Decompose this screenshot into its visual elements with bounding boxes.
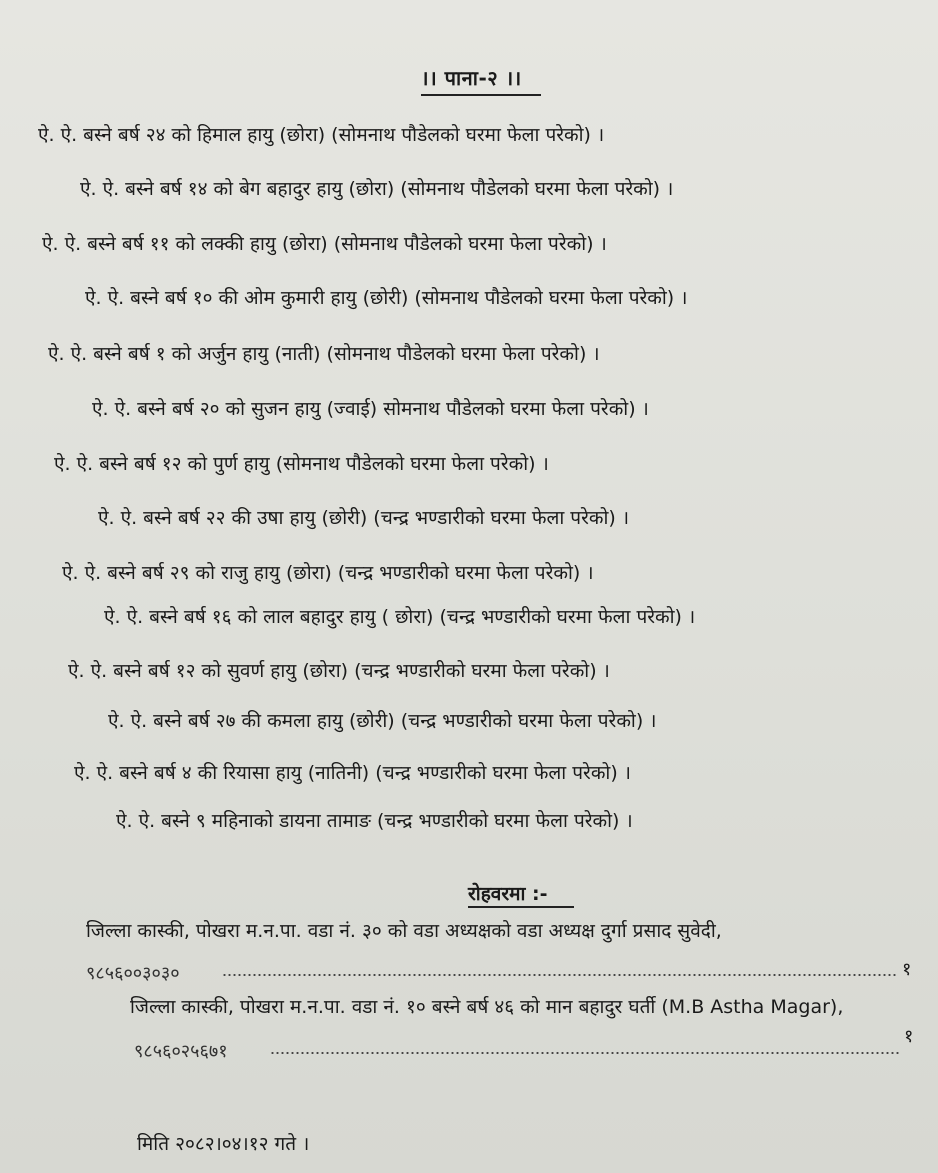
entry-line: ऐ. ऐ. बस्ने बर्ष २९ को राजु हायु (छोरा) (चन्द्र भण्डारीको घरमा फेला परेको) । [62, 562, 594, 584]
entry-line: ऐ. ऐ. बस्ने बर्ष ४ की रियासा हायु (नातिनी) (चन्द्र भण्डारीको घरमा फेला परेको) । [74, 762, 631, 784]
entry-line: ऐ. ऐ. बस्ने बर्ष ११ को लक्की हायु (छोरा) (सोमनाथ पौडेलको घरमा फेला परेको) । [42, 233, 607, 255]
witness-1-dotted-line [222, 974, 898, 976]
witness-2-text: जिल्ला कास्की, पोखरा म.न.पा. वडा नं. १० बस्ने बर्ष ४६ को मान बहादुर घर्ती (M.B Astha Magar), [130, 996, 844, 1018]
witness-2-number: १ [904, 1026, 914, 1047]
witness-1-phone: ९८५६००३०३० [86, 963, 180, 984]
page-title: ।। पाना-२ ।। [421, 66, 522, 90]
entry-line: ऐ. ऐ. बस्ने बर्ष १० की ओम कुमारी हायु (छोरी) (सोमनाथ पौडेलको घरमा फेला परेको) । [85, 287, 688, 309]
section-heading: रोहवरमा :- [468, 883, 548, 905]
entry-line: ऐ. ऐ. बस्ने ९ महिनाको डायना तामाङ (चन्द्र भण्डारीको घरमा फेला परेको) । [116, 810, 633, 832]
section-underline [468, 906, 574, 908]
date-line: मिति २०८२।०४।१२ गते । [137, 1133, 310, 1155]
entry-line: ऐ. ऐ. बस्ने बर्ष १ को अर्जुन हायु (नाती) (सोमनाथ पौडेलको घरमा फेला परेको) । [48, 343, 600, 365]
entry-line: ऐ. ऐ. बस्ने बर्ष १२ को पुर्ण हायु (सोमनाथ पौडेलको घरमा फेला परेको) । [54, 453, 549, 475]
witness-2-phone: ९८५६०२५६७१ [134, 1041, 228, 1062]
entry-line: ऐ. ऐ. बस्ने बर्ष २२ की उषा हायु (छोरी) (चन्द्र भण्डारीको घरमा फेला परेको) । [98, 507, 630, 529]
entry-line: ऐ. ऐ. बस्ने बर्ष १४ को बेग बहादुर हायु (छोरा) (सोमनाथ पौडेलको घरमा फेला परेको) । [80, 178, 674, 200]
witness-2-dotted-line [270, 1052, 900, 1054]
entry-line: ऐ. ऐ. बस्ने बर्ष २४ को हिमाल हायु (छोरा) (सोमनाथ पौडेलको घरमा फेला परेको) । [38, 124, 605, 146]
entry-line: ऐ. ऐ. बस्ने बर्ष २७ की कमला हायु (छोरी) (चन्द्र भण्डारीको घरमा फेला परेको) । [108, 710, 657, 732]
title-underline [421, 94, 541, 96]
witness-1-number: १ [902, 959, 912, 980]
entry-line: ऐ. ऐ. बस्ने बर्ष १२ को सुवर्ण हायु (छोरा) (चन्द्र भण्डारीको घरमा फेला परेको) । [68, 660, 610, 682]
entry-line: ऐ. ऐ. बस्ने बर्ष १६ को लाल बहादुर हायु ( छोरा) (चन्द्र भण्डारीको घरमा फेला परेको) । [104, 606, 696, 628]
entry-line: ऐ. ऐ. बस्ने बर्ष २० को सुजन हायु (ज्वाई) सोमनाथ पौडेलको घरमा फेला परेको) । [92, 398, 649, 420]
witness-1-text: जिल्ला कास्की, पोखरा म.न.पा. वडा नं. ३० को वडा अध्यक्षको वडा अध्यक्ष दुर्गा प्रसाद सुवेदी, [86, 920, 722, 942]
